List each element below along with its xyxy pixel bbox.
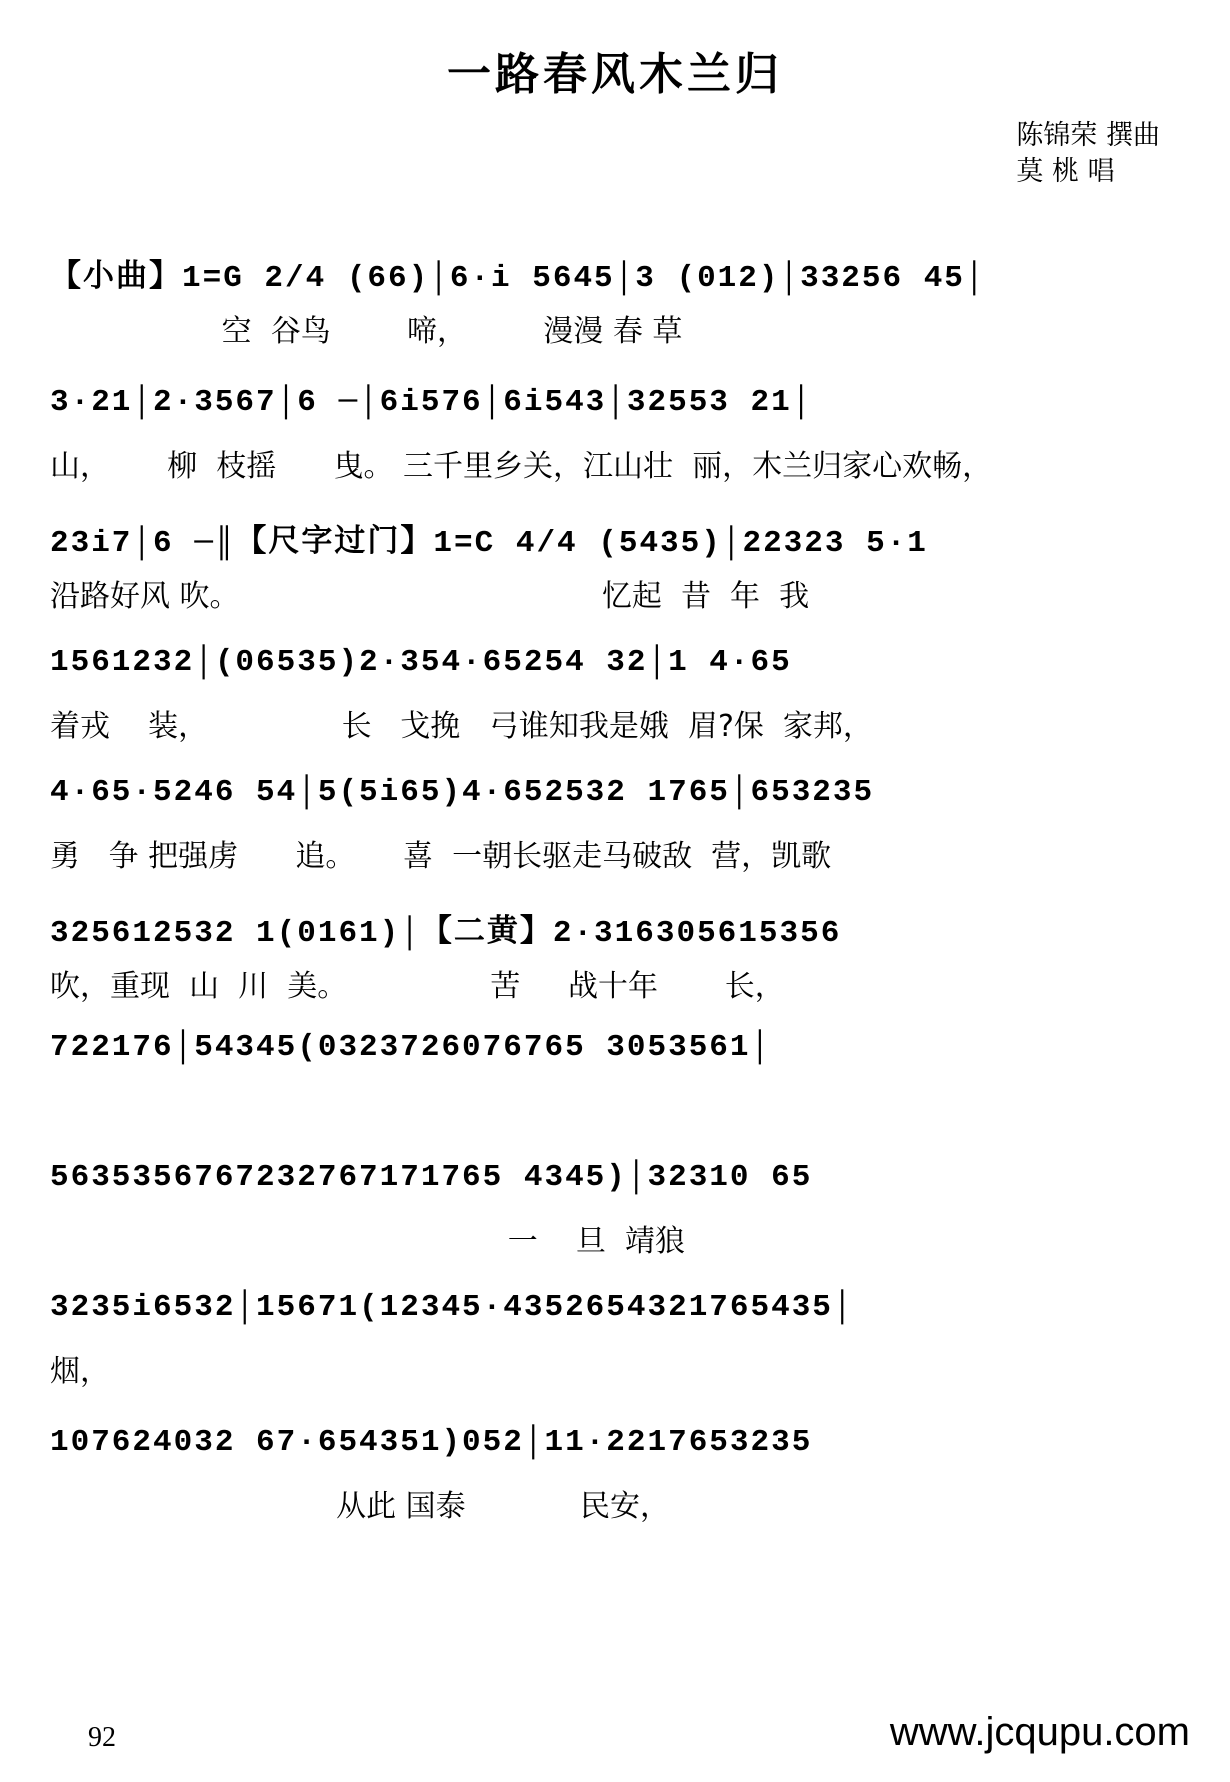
lyrics: 吹，重现 山 川 美。 苦 战十年 长， bbox=[50, 969, 785, 1004]
composer-credit: 陈锦荣 撰曲 bbox=[1016, 120, 1160, 151]
notation: 325612532 1(0161)│【二黄】2·316305615356 bbox=[50, 916, 842, 951]
notation: 23i7│6 ─║【尺字过门】1=C 4/4 (5435)│22323 5·1 bbox=[50, 526, 928, 561]
lyrics: 着戎 装， 长 戈挽 弓谁知我是娥 眉?保 家邦， bbox=[50, 709, 873, 744]
lyrics: 从此 国泰 民安， bbox=[50, 1489, 671, 1524]
singer-credit: 莫 桃 唱 bbox=[1016, 156, 1115, 187]
notation: 5635356767232767171765 4345)│32310 65 bbox=[50, 1160, 813, 1195]
notation: 722176│54345(0323726076765 3053561│ bbox=[50, 1030, 772, 1065]
lyrics: 空 谷鸟 啼， 漫漫 春 草 bbox=[50, 314, 683, 349]
notation: 107624032 67·654351)052│11·2217653235 bbox=[50, 1425, 813, 1460]
notation: 4·65·5246 54│5(5i65)4·652532 1765│653235 bbox=[50, 775, 875, 810]
notation: 【小曲】1=G 2/4 (66)│6·i 5645│3 (012)│33256 45│ bbox=[50, 261, 986, 296]
notation: 3235i6532│15671(12345·4352654321765435│ bbox=[50, 1290, 854, 1325]
notation: 3·21│2·3567│6 ─│6i576│6i543│32553 21│ bbox=[50, 385, 813, 420]
lyrics: 山， 柳 枝摇 曳。 三千里乡关，江山壮 丽，木兰归家心欢畅， bbox=[50, 449, 993, 484]
page-number: 92 bbox=[88, 1722, 116, 1753]
lyrics: 勇 争 把强虏 追。 喜 一朝长驱走马破敌 营，凯歌 bbox=[50, 839, 832, 874]
lyrics: 烟， bbox=[50, 1354, 110, 1389]
notation: 1561232│(06535)2·354·65254 32│1 4·65 bbox=[50, 645, 792, 680]
lyrics: 沿路好风 吹。 忆起 昔 年 我 bbox=[50, 579, 810, 614]
song-title: 一路春风木兰归 bbox=[447, 49, 783, 100]
lyrics: 一 旦 靖狼 bbox=[50, 1224, 685, 1259]
credits bbox=[1016, 118, 1160, 190]
site-watermark: www.jcqupu.com bbox=[889, 1710, 1190, 1754]
